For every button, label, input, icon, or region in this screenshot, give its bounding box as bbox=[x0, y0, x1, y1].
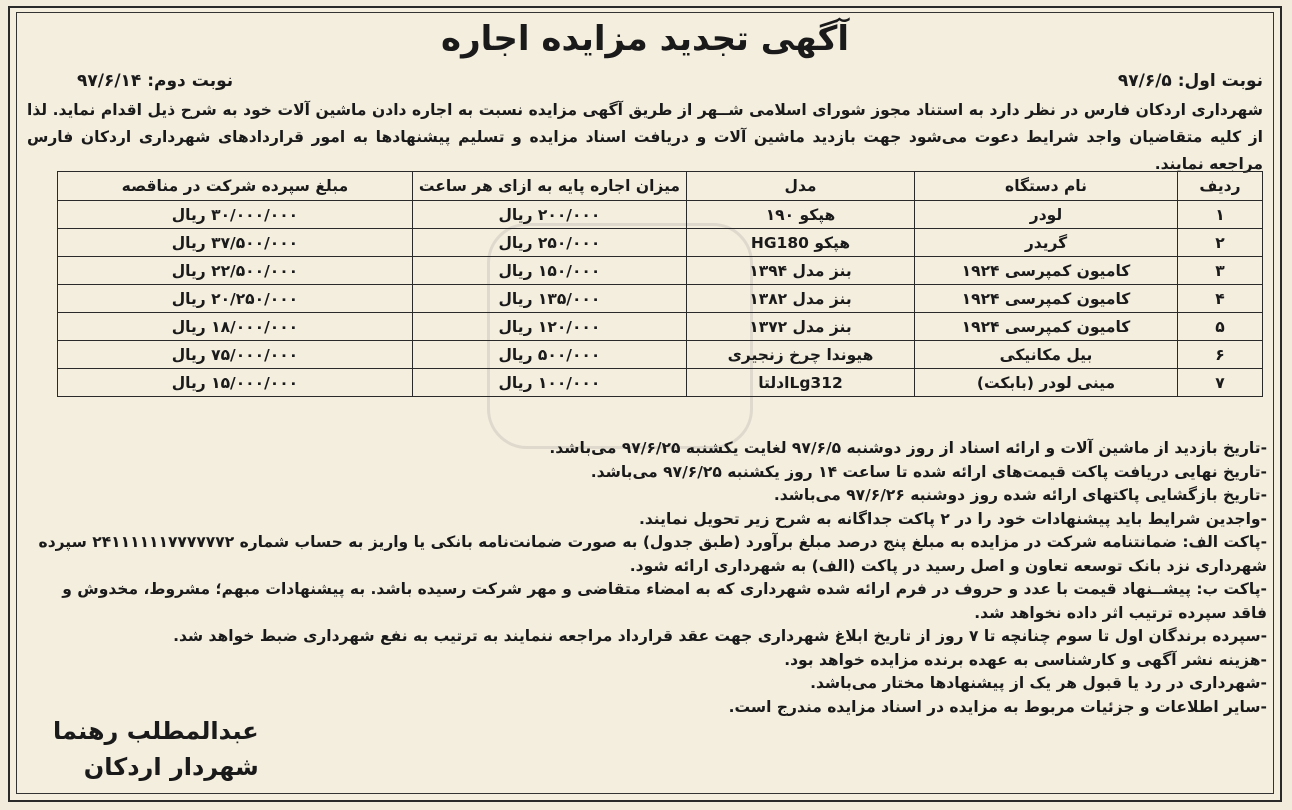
condition-item: -سپرده برندگان اول تا سوم چنانچه تا ۷ روز از تاریخ ابلاغ شهرداری جهت عقد قرارداد مراجعه ننمایند به ترتیب به نفع شهرداری ضبط خواهد شد. bbox=[173, 627, 1267, 645]
cell-model: هیوندا چرخ زنجیری bbox=[687, 341, 915, 369]
cell-hourly-rate: ۱۵۰/۰۰۰ ریال bbox=[412, 257, 686, 285]
signatory-role: شهردار اردکان bbox=[83, 753, 259, 781]
cell-deposit: ۱۸/۰۰۰/۰۰۰ ریال bbox=[58, 313, 413, 341]
condition-item: -هزینه نشر آگهی و کارشناسی به عهده برنده مزایده خواهد بود. bbox=[784, 650, 1267, 669]
cell-model: هپکو HG180 bbox=[687, 229, 915, 257]
signature-block bbox=[53, 713, 259, 785]
cell-model: Lg312ادلتا bbox=[687, 369, 915, 397]
intro-paragraph: شهرداری اردکان فارس در نظر دارد به استناد مجوز شورای اسلامی شــهر از طریق آگهی مزایده نسبت به اجاره دادن ماشین آلات خود به شرح ذیل اقدام نماید. لذا از کلیه متقاضیان واجد شرایط دعوت می‌شود جهت بازدید ماشین آلات و دریافت اسناد مزایده و تسلیم پیشنهادها به امور قراردادهای شهرداری اردکان فارس مراجعه نمایند. bbox=[27, 101, 1263, 173]
table-header-row bbox=[58, 172, 1263, 201]
cell-deposit: ۷۵/۰۰۰/۰۰۰ ریال bbox=[58, 341, 413, 369]
table-row bbox=[58, 201, 1263, 229]
header-model: مدل bbox=[687, 172, 915, 201]
machinery-table bbox=[57, 171, 1263, 397]
condition-item: -پاکت الف: ضمانتنامه شرکت در مزایده به مبلغ پنج درصد مبلغ برآورد (طبق جدول) به صورت ضمانت‌نامه بانکی یا واریز به حساب شماره ۲۴۱۱۱۱۱۱۷۷۷۷۷۷۲ سپرده شهرداری نزد بانک توسعه تعاون و اصل رسید در پاکت (الف) به شهرداری ارائه شود. bbox=[38, 533, 1267, 575]
cell-hourly-rate: ۱۰۰/۰۰۰ ریال bbox=[412, 369, 686, 397]
cell-device-name: کامیون کمپرسی ۱۹۲۴ bbox=[915, 257, 1178, 285]
cell-model: بنز مدل ۱۳۸۲ bbox=[687, 285, 915, 313]
cell-row-number: ۱ bbox=[1178, 201, 1263, 229]
cell-deposit: ۱۵/۰۰۰/۰۰۰ ریال bbox=[58, 369, 413, 397]
cell-hourly-rate: ۲۵۰/۰۰۰ ریال bbox=[412, 229, 686, 257]
cell-device-name: گریدر bbox=[915, 229, 1178, 257]
cell-deposit: ۳۷/۵۰۰/۰۰۰ ریال bbox=[58, 229, 413, 257]
cell-device-name: کامیون کمپرسی ۱۹۲۴ bbox=[915, 285, 1178, 313]
signatory-name: عبدالمطلب رهنما bbox=[53, 717, 259, 745]
second-publication-date: نوبت دوم: ۹۷/۶/۱۴ bbox=[77, 71, 234, 91]
cell-row-number: ۲ bbox=[1178, 229, 1263, 257]
cell-hourly-rate: ۱۲۰/۰۰۰ ریال bbox=[412, 313, 686, 341]
header-hourly-rate: میزان اجاره پایه به ازای هر ساعت bbox=[412, 172, 686, 201]
header-row-number: ردیف bbox=[1178, 172, 1263, 201]
cell-device-name: کامیون کمپرسی ۱۹۲۴ bbox=[915, 313, 1178, 341]
cell-device-name: لودر bbox=[915, 201, 1178, 229]
cell-row-number: ۷ bbox=[1178, 369, 1263, 397]
conditions-list bbox=[27, 437, 1267, 719]
cell-row-number: ۵ bbox=[1178, 313, 1263, 341]
condition-item: -پاکت ب: پیشــنهاد قیمت با عدد و حروف در فرم ارائه شده شهرداری که به امضاء متقاضی و مهر شرکت رسیده باشد. به پیشنهادات مبهم؛ مشروط، مخدوش و فاقد سپرده ترتیب اثر داده نخواهد شد. bbox=[62, 580, 1267, 622]
header-deposit: مبلغ سپرده شرکت در مناقصه bbox=[58, 172, 413, 201]
cell-hourly-rate: ۲۰۰/۰۰۰ ریال bbox=[412, 201, 686, 229]
cell-deposit: ۳۰/۰۰۰/۰۰۰ ریال bbox=[58, 201, 413, 229]
cell-device-name: بیل مکانیکی bbox=[915, 341, 1178, 369]
condition-item: -شهرداری در رد یا قبول هر یک از پیشنهادها مختار می‌باشد. bbox=[810, 674, 1267, 692]
table-row bbox=[58, 229, 1263, 257]
condition-item: -تاریخ نهایی دریافت پاکت قیمت‌های ارائه شده تا ساعت ۱۴ روز یکشنبه ۹۷/۶/۲۵ می‌باشد. bbox=[590, 462, 1267, 481]
condition-item: -تاریخ بازدید از ماشین آلات و ارائه اسناد از روز دوشنبه ۹۷/۶/۵ لغایت یکشنبه ۹۷/۶/۲۵ می‌باشد. bbox=[549, 439, 1267, 457]
table-row bbox=[58, 313, 1263, 341]
condition-item: -سایر اطلاعات و جزئیات مربوط به مزایده در اسناد مزایده مندرج است. bbox=[728, 697, 1267, 716]
ad-title: آگهی تجدید مزایده اجاره bbox=[441, 19, 849, 59]
header-device-name: نام دستگاه bbox=[915, 172, 1178, 201]
table-row bbox=[58, 341, 1263, 369]
table-row bbox=[58, 285, 1263, 313]
cell-row-number: ۴ bbox=[1178, 285, 1263, 313]
first-publication-date: نوبت اول: ۹۷/۶/۵ bbox=[1117, 71, 1263, 91]
cell-row-number: ۶ bbox=[1178, 341, 1263, 369]
cell-model: بنز مدل ۱۳۷۲ bbox=[687, 313, 915, 341]
cell-deposit: ۲۰/۲۵۰/۰۰۰ ریال bbox=[58, 285, 413, 313]
table-row bbox=[58, 257, 1263, 285]
advertisement-frame bbox=[16, 12, 1274, 794]
cell-model: بنز مدل ۱۳۹۴ bbox=[687, 257, 915, 285]
condition-item: -واجدین شرایط باید پیشنهادات خود را در ۲ پاکت جداگانه به شرح زیر تحویل نمایند. bbox=[638, 509, 1267, 528]
cell-model: هپکو ۱۹۰ bbox=[687, 201, 915, 229]
table-row bbox=[58, 369, 1263, 397]
cell-deposit: ۲۲/۵۰۰/۰۰۰ ریال bbox=[58, 257, 413, 285]
advertisement-page bbox=[8, 6, 1282, 802]
condition-item: -تاریخ بازگشایی پاکتهای ارائه شده روز دوشنبه ۹۷/۶/۲۶ می‌باشد. bbox=[773, 486, 1267, 504]
cell-device-name: مینی لودر (بابکت) bbox=[915, 369, 1178, 397]
cell-hourly-rate: ۱۳۵/۰۰۰ ریال bbox=[412, 285, 686, 313]
cell-hourly-rate: ۵۰۰/۰۰۰ ریال bbox=[412, 341, 686, 369]
cell-row-number: ۳ bbox=[1178, 257, 1263, 285]
